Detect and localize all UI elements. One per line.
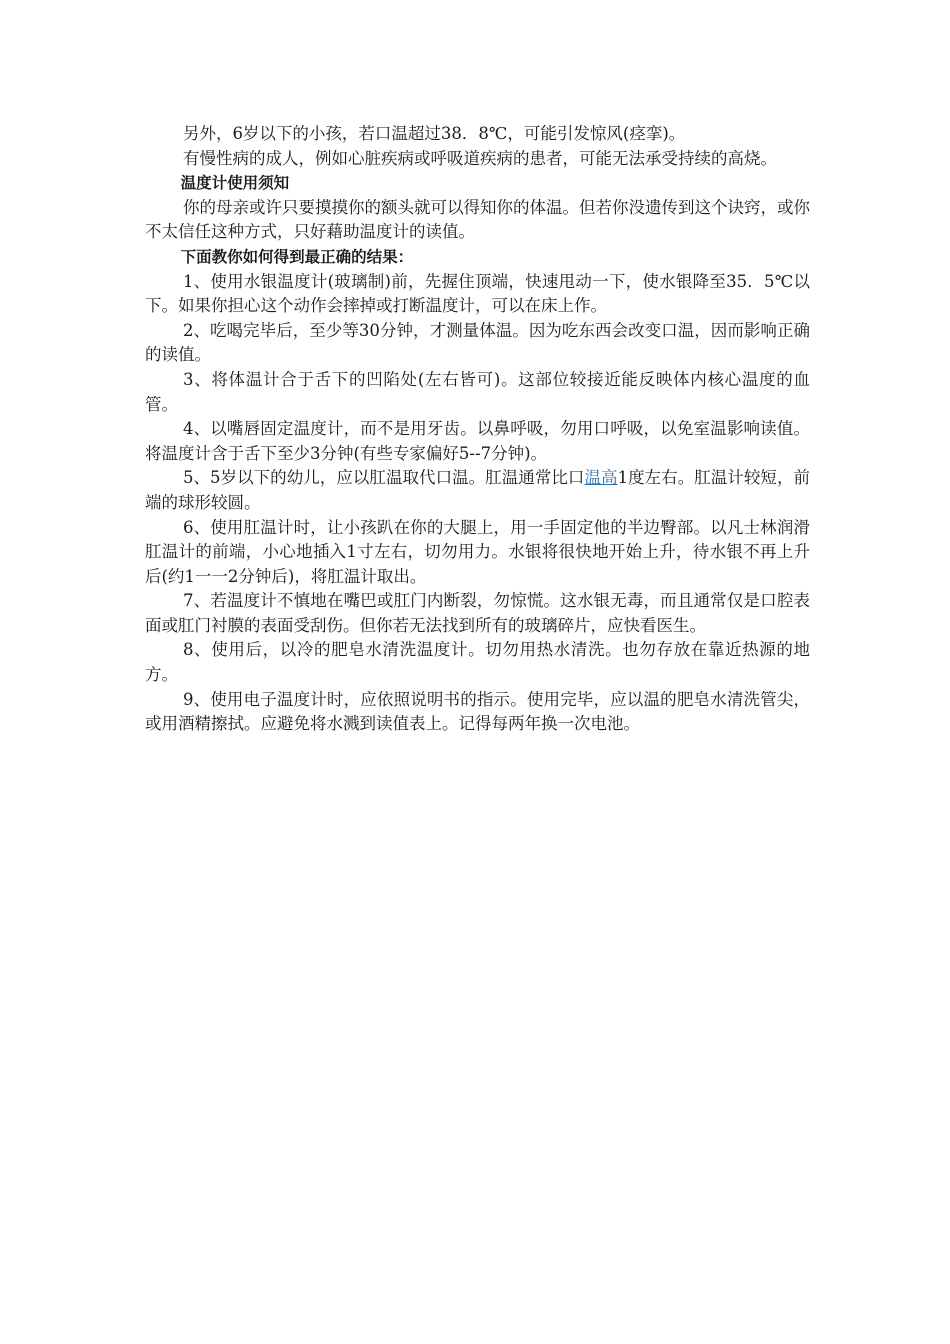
list-item-9: 9、使用电子温度计时，应依照说明书的指示。使用完毕，应以温的肥皂水清洗管尖，或用酒精擦拭。应避免将水溅到读值表上。记得每两年换一次电池。 — [145, 689, 810, 734]
list-item-7: 7、若温度计不慎地在嘴巴或肛门内断裂，勿惊慌。这水银无毒，而且通常仅是口腔表面或肛门衬膜的表面受刮伤。但你若无法找到所有的玻璃碎片，应快看医生。 — [145, 591, 810, 635]
section-title: 温度计使用须知 — [180, 174, 290, 193]
list-item-3: 3、将体温计合于舌下的凹陷处(左右皆可)。这部位较接近能反映体内核心温度的血管。 — [145, 369, 810, 414]
list-item-6: 6、使用肛温计时，让小孩趴在你的大腿上，用一手固定他的半边臀部。以凡士林润滑肛温计的前端，小心地插入1寸左右，切勿用力。水银将很快地开始上升，待水银不再上升后(约1一一2分钟后)，将肛温计取出。 — [145, 517, 810, 586]
list-item-5 — [145, 466, 810, 515]
temperature-link[interactable]: 温高 — [584, 468, 618, 488]
paragraph-intro-adults: 有慢性病的成人，例如心脏疾病或呼吸道疾病的患者，可能无法承受持续的高烧。 — [182, 148, 777, 168]
list-item-8: 8、使用后，以冷的肥皂水清洗温度计。切勿用热水清洗。也勿存放在靠近热源的地方。 — [145, 640, 810, 685]
list-item-1: 1、使用水银温度计(玻璃制)前，先握住顶端，快速甩动一下，使水银降至35．5℃以下。如果你担心这个动作会摔掉或打断温度计，可以在床上作。 — [145, 271, 810, 316]
paragraph-section-intro: 你的母亲或许只要摸摸你的额头就可以得知你的体温。但若你没遗传到这个诀窍，或你不太信任这种方式，只好藉助温度计的读值。 — [145, 197, 810, 242]
subheading: 下面教你如何得到最正确的结果： — [180, 247, 414, 266]
paragraph-intro-children: 另外，6岁以下的小孩，若口温超过38．8℃，可能引发惊风(痉挛)。 — [182, 124, 686, 143]
list-item-5-text-after: 1度左右。肛温计较短，前端的球形较圆。 — [145, 468, 811, 512]
document-page — [145, 122, 810, 737]
list-item-4: 4、以嘴唇固定温度计，而不是用牙齿。以鼻呼吸，勿用口呼吸，以免室温影响读值。将温度计含于舌下至少3分钟(有些专家偏好5--7分钟)。 — [145, 419, 810, 463]
list-item-2: 2、吃喝完毕后，至少等30分钟，才测量体温。因为吃东西会改变口温，因而影响正确的读值。 — [145, 320, 810, 365]
list-item-5-text-before: 5、5岁以下的幼儿，应以肛温取代口温。肛温通常比口 — [182, 468, 585, 488]
